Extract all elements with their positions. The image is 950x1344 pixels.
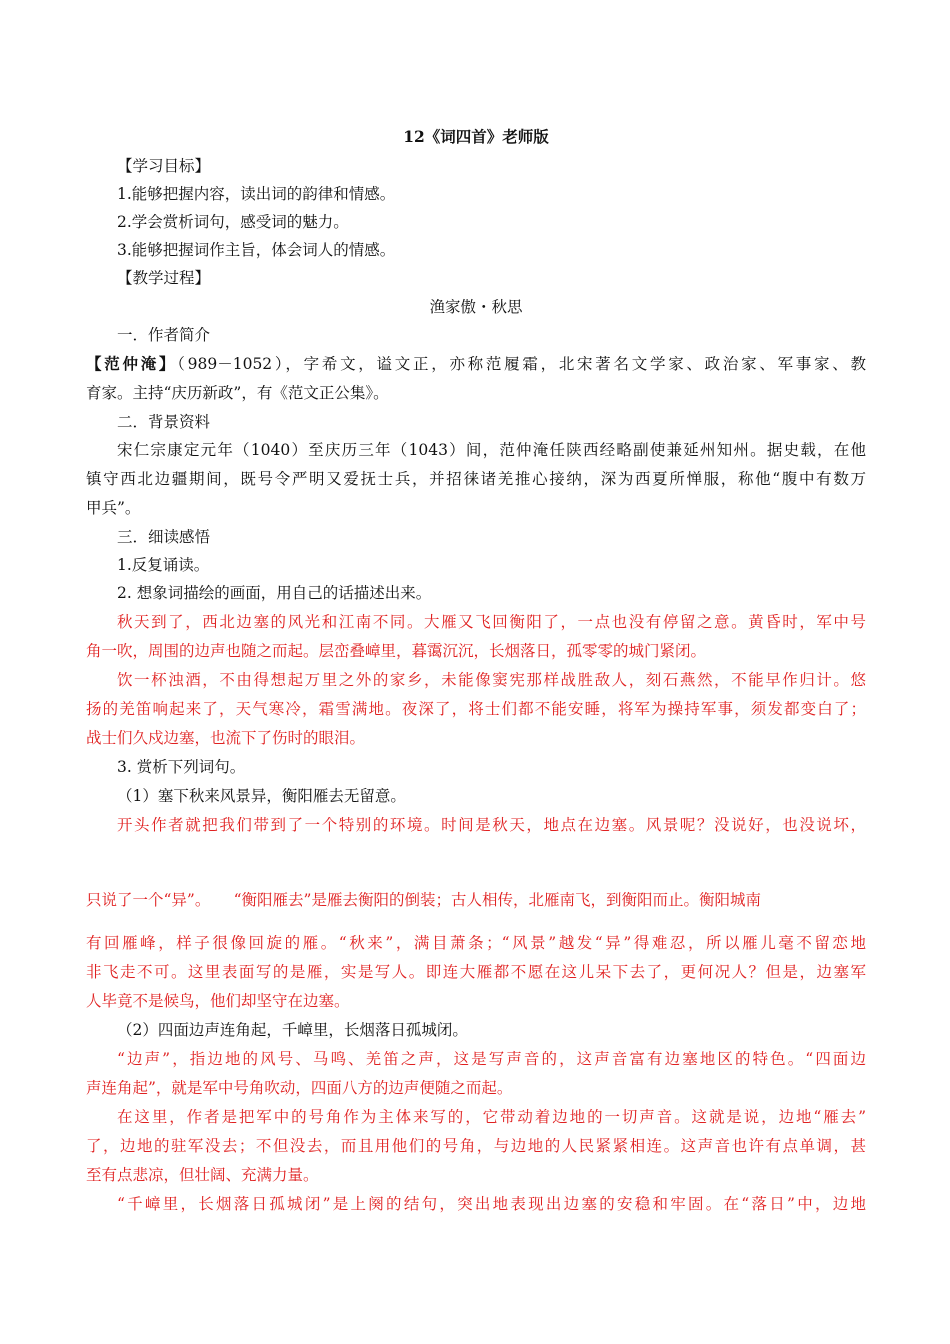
reading-item: 1.反复诵读。 — [117, 556, 210, 574]
answer-line: 只说了一个“异”。 “衡阳雁去”是雁去衡阳的倒装；古人相传，北雁南飞，到衡阳而止。衡阳城南 — [86, 891, 761, 909]
question-line: （1）塞下秋来风景异，衡阳雁去无留意。 — [117, 787, 406, 805]
objective-item: 1.能够把握内容，读出词的韵律和情感。 — [117, 185, 396, 203]
author-heading: 一．作者简介 — [117, 326, 211, 344]
answer-line: 角一吹，周围的边声也随之而起。层峦叠嶂里，暮霭沉沉，长烟落日，孤零零的城门紧闭。 — [86, 642, 707, 660]
answer-line: 战士们久戍边塞，也流下了伤时的眼泪。 — [86, 729, 366, 747]
objectives-heading: 【学习目标】 — [117, 157, 211, 175]
author-line1-text: （989－1052），字希文，谥文正，亦称范履霜，北宋著名文学家、政治家、军事家、教 — [177, 355, 866, 373]
answer-line: 扬的羌笛响起来了，天气寒冷，霜雪满地。夜深了，将士们都不能安睡，将军为操持军事，须发都变白了； — [86, 700, 866, 718]
answer-line: 人毕竟不是候鸟，他们却坚守在边塞。 — [86, 992, 350, 1010]
poem-title: 渔家傲・秋思 — [429, 298, 523, 316]
author-line: 育家。主持“庆历新政”，有《范文正公集》。 — [86, 384, 389, 402]
background-line: 甲兵”。 — [86, 499, 141, 517]
document-title: 12《词四首》老师版 — [403, 127, 549, 146]
answer-line: 有回雁峰，样子很像回旋的雁。“秋来”，满目萧条；“风景”越发“异”得难忍，所以雁儿毫不留恋地 — [86, 934, 866, 952]
objective-item: 3.能够把握词作主旨，体会词人的情感。 — [117, 241, 396, 259]
answer-line: 秋天到了，西北边塞的风光和江南不同。大雁又飞回衡阳了，一点也没有停留之意。黄昏时，军中号 — [117, 613, 866, 631]
answer-line: 声连角起”，就是军中号角吹动，四面八方的边声便随之而起。 — [86, 1079, 513, 1097]
answer-line: 开头作者就把我们带到了一个特别的环境。时间是秋天，地点在边塞。风景呢？没说好，也没说坏， — [117, 816, 866, 834]
author-line — [86, 349, 866, 379]
background-line: 宋仁宗康定元年（1040）至庆历三年（1043）间，范仲淹任陕西经略副使兼延州知州。据史载，在他 — [117, 441, 866, 459]
answer-line: “边声”，指边地的风号、马鸣、羌笛之声，这是写声音的，这声音富有边塞地区的特色。“四面边 — [117, 1050, 866, 1068]
reading-heading: 三．细读感悟 — [117, 528, 211, 546]
answer-line: 非飞走不可。这里表面写的是雁，实是写人。即连大雁都不愿在这儿呆下去了，更何况人？但是，边塞军 — [86, 963, 866, 981]
objective-item: 2.学会赏析词句，感受词的魅力。 — [117, 213, 349, 231]
answer-line: 至有点悲凉，但壮阔、充满力量。 — [86, 1166, 319, 1184]
background-heading: 二．背景资料 — [117, 413, 211, 431]
reading-item: 2. 想象词描绘的画面，用自己的话描述出来。 — [117, 584, 432, 602]
answer-line: 了，边地的驻军没去；不但没去，而且用他们的号角，与边地的人民紧紧相连。这声音也许有点单调，甚 — [86, 1137, 866, 1155]
background-line: 镇守西北边疆期间，既号令严明又爱抚士兵，并招徕诸羌推心接纳，深为西夏所惮服，称他“腹中有数万 — [86, 470, 866, 488]
answer-line: 饮一杯浊酒，不由得想起万里之外的家乡，未能像窦宪那样战胜敌人，刻石燕然，不能早作归计。悠 — [117, 671, 866, 689]
answer-line: 在这里，作者是把军中的号角作为主体来写的，它带动着边地的一切声音。这就是说，边地“雁去” — [117, 1108, 866, 1126]
author-name-label: 【范仲淹】 — [86, 354, 178, 373]
answer-line: “千嶂里，长烟落日孤城闭”是上阕的结句，突出地表现出边塞的安稳和牢固。在“落日”中，边地 — [117, 1195, 866, 1213]
reading-item: 3. 赏析下列词句。 — [117, 758, 246, 776]
question-line: （2）四面边声连角起，千嶂里，长烟落日孤城闭。 — [117, 1021, 468, 1039]
process-heading: 【教学过程】 — [117, 269, 211, 287]
